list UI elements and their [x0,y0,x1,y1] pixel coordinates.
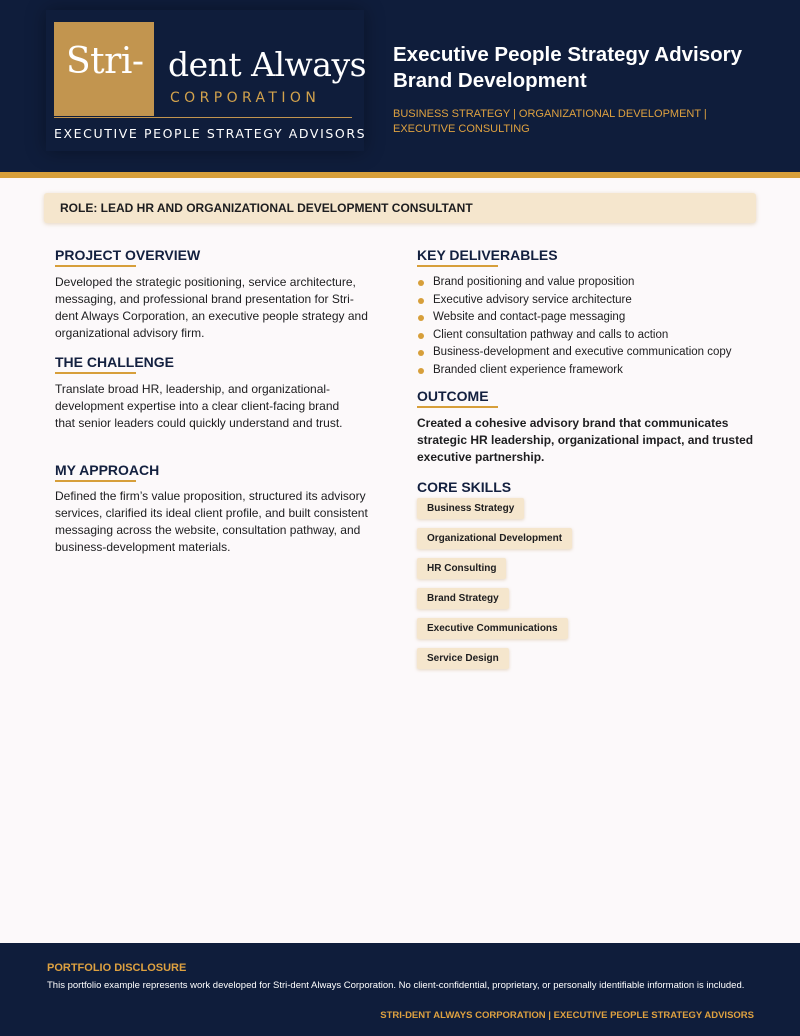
deliverable-item: Brand positioning and value proposition [417,274,757,292]
skill-tag: HR Consulting [417,558,506,579]
deliverable-item: Client consultation pathway and calls to action [417,327,757,345]
skill-tag: Organizational Development [417,528,572,549]
deliverable-item: Executive advisory service architecture [417,292,757,310]
challenge-title: THE CHALLENGE [55,354,174,370]
deliverable-item: Website and contact-page messaging [417,309,757,327]
deliverable-item: Business-development and executive communication copy [417,344,757,362]
header-accent-rule [0,172,800,178]
bullet-dot-icon [418,333,424,339]
skills-title: CORE SKILLS [417,479,512,495]
challenge-title-rule [55,372,136,374]
company-logo [46,10,367,151]
overview-title-rule [55,265,136,267]
approach-title-rule [55,480,136,482]
skill-tag: Service Design [417,648,509,669]
footer [0,943,800,1036]
page-title: Executive People Strategy Advisory Brand Development [393,43,743,92]
overview-title: PROJECT OVERVIEW [55,247,201,263]
outcome-text: Created a cohesive advisory brand that communicates strategic HR leadership, organizational impact, and trusted executive partnership. [417,416,754,464]
header-tags: BUSINESS STRATEGY | ORGANIZATIONAL DEVELOPMENT | EXECUTIVE CONSULTING [393,108,707,135]
skill-tag: Business Strategy [417,498,524,519]
deliverable-item: Branded client experience framework [417,362,757,380]
header-banner [0,0,800,172]
logo-divider [54,117,352,118]
outcome-title: OUTCOME [417,388,489,404]
challenge-text: Translate broad HR, leadership, and organizational-development expertise into a clear client-facing brand that senior leaders could quickly understand and trust. [55,382,343,430]
approach-title: MY APPROACH [55,462,160,478]
logo-word-left: Stri- [66,41,144,82]
skill-tag: Executive Communications [417,618,568,639]
footer-label: PORTFOLIO DISCLOSURE [47,962,187,974]
deliverables-list [417,274,757,380]
outcome-title-rule [417,406,498,408]
bullet-dot-icon [418,350,424,356]
footer-disclosure-text: This portfolio example represents work developed for Stri-dent Always Corporation. No client-confidential, proprietary, or personally identifiable information is included. [47,980,745,991]
bullet-dot-icon [418,368,424,374]
footer-brand: STRI-DENT ALWAYS CORPORATION | EXECUTIVE PEOPLE STRATEGY ADVISORS [380,1010,754,1021]
logo-word-right: dent Always [168,45,367,84]
approach-text: Defined the firm’s value proposition, structured its advisory services, clarified its ideal client profile, and built consistent messaging across the website, consultation pathway, and business-development materials. [55,489,368,554]
deliverables-title-rule [417,265,498,267]
deliverables-title: KEY DELIVERABLES [417,247,558,263]
role-banner: ROLE: LEAD HR AND ORGANIZATIONAL DEVELOPMENT CONSULTANT [44,193,756,223]
bullet-dot-icon [418,280,424,286]
skill-tag: Brand Strategy [417,588,509,609]
skills-list [417,498,572,678]
overview-text: Developed the strategic positioning, service architecture, messaging, and professional brand presentation for Stri-dent Always Corporation, an executive people strategy and organizational advisory firm. [55,275,368,340]
bullet-dot-icon [418,315,424,321]
logo-tagline: EXECUTIVE PEOPLE STRATEGY ADVISORS [54,126,367,141]
logo-corporation: CORPORATION [170,90,321,106]
bullet-dot-icon [418,298,424,304]
